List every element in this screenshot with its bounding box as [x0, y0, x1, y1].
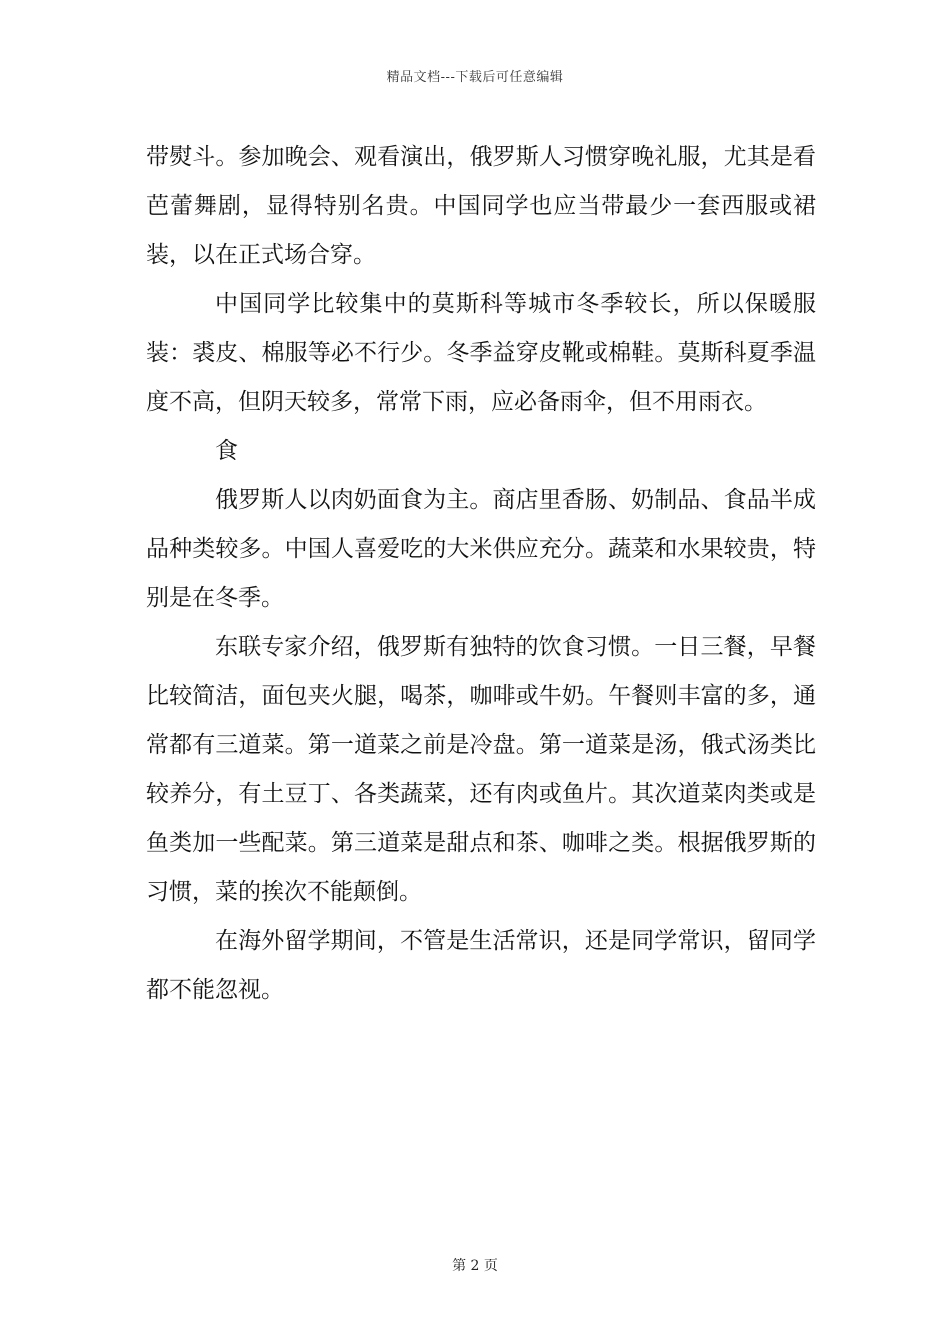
section-heading-food: 食	[215, 438, 238, 464]
paragraph-eating-habits: 东联专家介绍，俄罗斯有独特的饮食习惯。一日三餐，早餐比较简洁，面包夹火腿，喝茶，咖啡或牛奶。午餐则丰富的多，通常都有三道菜。第一道菜之前是冷盘。第一道菜是汤，俄式汤类比较养分，有土豆丁、各类蔬菜，还有肉或鱼片。其次道菜肉类或是鱼类加一些配菜。第三道菜是甜点和茶、咖啡之类。根据俄罗斯的习惯，菜的挨次不能颠倒。	[146, 634, 816, 905]
paragraph-clothing-continued: 带熨斗。参加晚会、观看演出，俄罗斯人习惯穿晚礼服，尤其是看芭蕾舞剧，显得特别名贵。中国同学也应当带最少一套西服或裙装，以在正式场合穿。	[146, 144, 816, 268]
paragraph-food-overview: 俄罗斯人以肉奶面食为主。商店里香肠、奶制品、食品半成品种类较多。中国人喜爱吃的大米供应充分。蔬菜和水果较贵，特别是在冬季。	[146, 487, 816, 611]
page-number: 第 2 页	[452, 1258, 498, 1274]
paragraph-winter-clothing: 中国同学比较集中的莫斯科等城市冬季较长，所以保暖服装：裘皮、棉服等必不行少。冬季益穿皮靴或棉鞋。莫斯科夏季温度不高，但阴天较多，常常下雨，应必备雨伞，但不用雨衣。	[146, 291, 816, 415]
header-note: 精品文档---下载后可任意编辑	[386, 70, 564, 85]
paragraph-conclusion: 在海外留学期间，不管是生活常识，还是同学常识，留同学都不能忽视。	[146, 928, 816, 1003]
document-body	[146, 133, 816, 1015]
